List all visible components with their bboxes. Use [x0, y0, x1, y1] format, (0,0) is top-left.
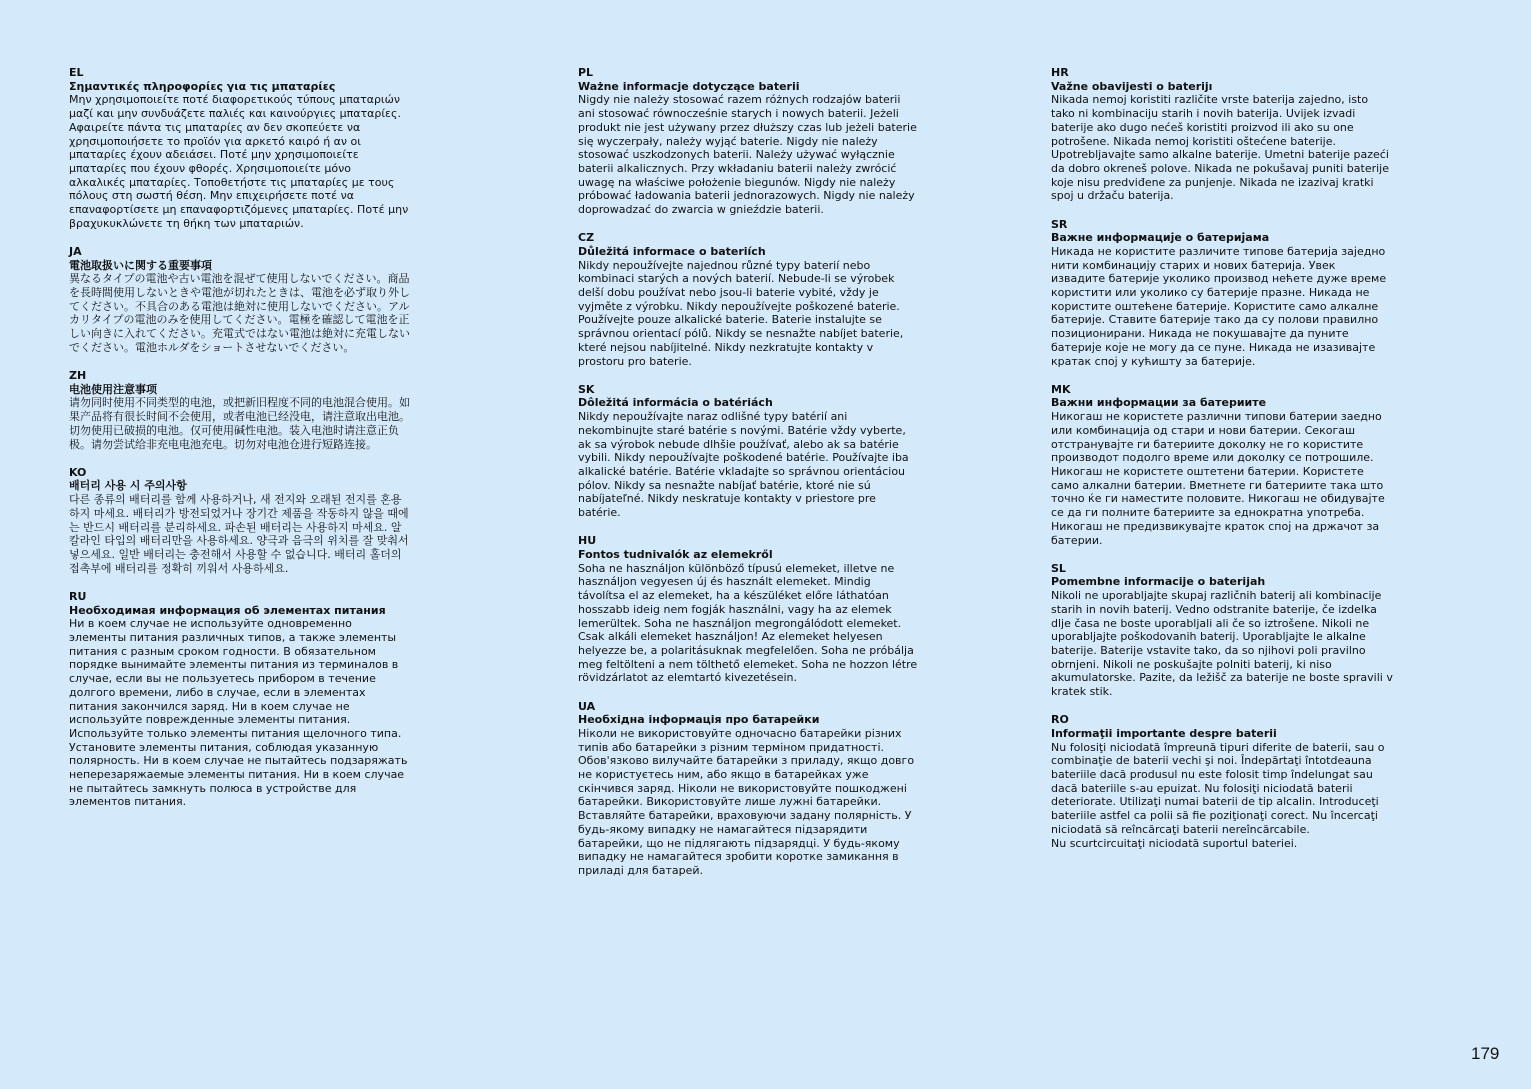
- section-ko: [69, 466, 411, 576]
- section-body: Ніколи не використовуйте одночасно батарейки різних типів або батарейки з різним терміном придатності. Обов'язково вилучайте батарейки з приладу, якщо довго не користуєтесь ним, або якщо в батарейках уже скінчився заряд. Ніколи не використовуйте пошкоджені батарейки. Використовуйте лише лужні батарейки. Вставляйте батарейки, враховуючи задану полярність. У будь-якому випадку не намагайтеся підзарядити батарейки, що не підлягають підзарядці. У будь-якому випадку не намагайтеся зробити коротке замикання в приладі для батарей.: [578, 726, 915, 877]
- section-body: 異なるタイプの電池や古い電池を混ぜて使用しないでください。商品を長時間使用しないときや電池が切れたときは、電池を必ず取り外してください。不具合のある電池は絶対に使用しないでください。アルカリタイプの電池のみを使用してください。電極を確認して電池を正しい向きに入れてください。充電式ではない電池は絶対に充電しないでください。電池ホルダをショートさせないでください。: [69, 272, 410, 354]
- language-code: JA: [69, 244, 82, 258]
- section-ja: [69, 245, 411, 355]
- language-code: HR: [1051, 66, 1069, 79]
- section-body: Никогаш не користете различни типови батерии заедно или комбинација од стари и нови батерии. Секогаш отстранувајте ги батериите доколку не го користите производот подолго време или доколку се потрошиле. Никогаш не користете оштетени батерии. Користете само алкални батерии. Вметнете ги батериите така што точно ќе ги наместите половите. Никогаш не обидувајте се да ги полните батериите за еднократна употреба. Никогаш не предизвикувајте краток спој на држачот за батерии.: [1051, 410, 1385, 547]
- section-heading: Fontos tudnivalók az elemekről: [578, 548, 773, 561]
- section-hu: [578, 534, 920, 685]
- section-mk: [1051, 383, 1393, 547]
- section-sk: [578, 383, 920, 520]
- section-body: Μην χρησιμοποιείτε ποτέ διαφορετικούς τύπους μπαταριών μαζί και μην συνδυάζετε παλιές και καινούργιες μπαταρίες. Αφαιρείτε πάντα τις μπαταρίες αν δεν σκοπεύετε να χρησιμοποιήσετε το προϊόν για αρκετό καιρό ή αν οι μπαταρίες έχουν αδειάσει. Ποτέ μην χρησιμοποιείτε μπαταρίες που έχουν φθορές. Χρησιμοποιείτε μόνο αλκαλικές μπαταρίες. Τοποθετήστε τις μπαταρίες με τους πόλους στη σωστή θέση. Μην επιχειρήσετε ποτέ να επαναφορτίσετε μη επαναφορτιζόμενες μπαταρίες. Ποτέ μην βραχυκυκλώνετε τη θήκη των μπαταριών.: [69, 93, 409, 230]
- section-heading: Važne obavijesti o baterijı: [1051, 79, 1213, 93]
- section-pl: [578, 66, 920, 217]
- language-code: PL: [578, 66, 594, 79]
- language-code: ZH: [69, 369, 87, 383]
- section-body: Ни в коем случае не используйте одновременно элементы питания различных типов, а также элементы питания с разным сроком годности. В обязательном порядке вынимайте элементы питания из терминалов в случае, если вы не пользуетесь прибором в течение долгого времени, либо в случае, если в элементах питания закончился заряд. Ни в коем случае не используйте поврежденные элементы питания. Используйте только элементы питания щелочного типа. Установите элементы питания, соблюдая указанную полярность. Ни в коем случае не пытайтесь подзаряжать неперезаряжаемые элементы питания. Ни в коем случае не пытайтесь замкнуть полюса в устройстве для элементов питания.: [69, 617, 408, 809]
- language-code: RO: [1051, 713, 1069, 727]
- language-code: EL: [69, 66, 84, 79]
- section-heading: Необхідна інформація про батарейки: [578, 713, 820, 727]
- language-code: RU: [69, 589, 87, 603]
- language-code: SR: [1051, 217, 1068, 231]
- section-body: Никада не користите различите типове батерија заједно нити комбинацију старих и нових батерија. Увек извадите батерије уколико производ нећете дуже време користити или уколико су батерије празне. Никада не користите оштећене батерије. Користите само алкалне батерије. Ставите батерије тако да су полови правилно позиционирани. Никада не покушавајте да пуните батерије које не могу да се пуне. Никада не изазивајте кратак спој у кућишту за батерије.: [1051, 244, 1387, 368]
- section-heading: Важни информации за батериите: [1051, 396, 1267, 410]
- section-el: [69, 66, 411, 230]
- section-heading: 电池使用注意事项: [69, 382, 157, 396]
- language-code: KO: [69, 465, 87, 479]
- section-heading: Důležitá informace o bateriích: [578, 244, 766, 258]
- section-body: 请勿同时使用不同类型的电池，或把新旧程度不同的电池混合使用。如果产品将有很长时间不会使用，或者电池已经没电，请注意取出电池。切勿使用已破损的电池。仅可使用碱性电池。装入电池时请注意正负极。请勿尝试给非充电电池充电。切勿对电池仓进行短路连接。: [69, 396, 410, 451]
- section-ua: [578, 700, 920, 878]
- language-code: SL: [1051, 561, 1066, 575]
- section-hr: [1051, 66, 1393, 203]
- section-heading: Dôležitá informácia o batériách: [578, 396, 773, 410]
- section-body: Nikada nemoj koristiti različite vrste baterija zajedno, isto tako ni kombinaciju starih i novih baterija. Uvijek izvadi baterije ako dugo nećeš koristiti proizvod ili ako su one potrošene. Nikada nemoj koristiti oštećene baterije. Upotrebljavajte samo alkalne baterije. Umetni baterije pazeći da dobro okreneš polove. Nikada ne pokušavaj puniti baterije koje nisu predviđene za punjenje. Nikada ne izazivaj kratki spoj u držaču baterija.: [1051, 93, 1390, 203]
- section-body: Nigdy nie należy stosować razem różnych rodzajów baterii ani stosować równocześnie starych i nowych baterii. Jeżeli produkt nie jest używany przez dłuższy czas lub jeżeli baterie się wyczerpały, należy wyjąć baterie. Nigdy nie należy stosować uszkodzonych baterii. Należy używać wyłącznie baterii alkalicznych. Przy wkładaniu baterii należy zwrócić uwagę na właściwe położenie biegunów. Nigdy nie należy próbować ładowania baterii jednorazowych. Nigdy nie należy doprowadzać do zwarcia w gnieździe baterii.: [578, 93, 917, 217]
- section-body: Nikdy nepoužívejte najednou různé typy baterií nebo kombinaci starých a nových baterií. Nebude-li se výrobek delší dobu používat nebo jsou-li baterie vybité, vždy je vyjměte z výrobku. Nikdy nepoužívejte poškozené baterie. Používejte pouze alkalické baterie. Baterie instalujte se správnou orientací pólů. Nikdy se nesnažte nabíjet baterie, které nejsou nabíjitelné. Nikdy nezkratujte kontakty v prostoru pro baterie.: [578, 258, 904, 368]
- section-heading: 電池取扱いに関する重要事項: [69, 258, 212, 272]
- section-body: Nu folosiţi niciodată împreună tipuri diferite de baterii, sau o combinaţie de baterii vechi şi noi. Îndepărtaţi întotdeauna bateriile dacă produsul nu este folosit timp îndelungat sau dacă bateriile s-au epuizat. Nu folosiţi niciodată baterii deteriorate. Utilizaţi numai baterii de tip alcalin. Introduceţi bateriile astfel ca polii să fie poziţionaţi corect. Nu încercaţi niciodată să reîncărcaţi baterii nereîncărcabile. Nu scurtcircuitaţi niciodată suportul bateriei.: [1051, 740, 1385, 850]
- section-heading: Ważne informacje dotyczące baterii: [578, 79, 800, 93]
- column-left: [69, 66, 411, 824]
- language-code: CZ: [578, 231, 595, 245]
- page-number: 179: [1471, 1044, 1500, 1063]
- section-sl: [1051, 562, 1393, 699]
- language-code: UA: [578, 699, 596, 713]
- section-heading: Pomembne informacije o baterijah: [1051, 575, 1266, 589]
- section-zh: [69, 369, 411, 451]
- section-heading: 배터리 사용 시 주의사항: [69, 479, 187, 493]
- section-heading: Informaţii importante despre baterii: [1051, 726, 1277, 740]
- section-heading: Необходимая информация об элементах питания: [69, 603, 386, 617]
- section-ru: [69, 590, 411, 809]
- language-code: SK: [578, 382, 595, 396]
- section-body: Nikdy nepoužívajte naraz odlišné typy batérií ani nekombinujte staré batérie s novými. Batérie vždy vyberte, ak sa výrobok nebude dlhšie používať, alebo ak sa batérie vybili. Nikdy nepoužívajte poškodené batérie. Používajte iba alkalické batérie. Batérie vkladajte so správnou orientáciou pólov. Nikdy sa nesnažte nabíjať batérie, ktoré nie sú nabíjateľné. Nikdy neskratuje kontakty v priestore pre batérie.: [578, 410, 909, 520]
- section-heading: Σημαντικές πληροφορίες για τις μπαταρίες: [69, 79, 336, 93]
- section-body: Nikoli ne uporabljajte skupaj različnih baterij ali kombinacije starih in novih baterij. Vedno odstranite baterije, če izdelka dlje časa ne boste uporabljali ali če so iztrošene. Nikoli ne uporabljajte poškodovanih baterij. Uporabljajte le alkalne baterije. Baterije vstavite tako, da so njihovi poli pravilno obrnjeni. Nikoli ne poskušajte polniti baterij, ki niso akumulatorske. Pazite, da ležišč za baterije ne boste spravili v kratek stik.: [1051, 589, 1393, 699]
- language-code: HU: [578, 534, 597, 548]
- language-code: MK: [1051, 382, 1071, 396]
- section-ro: [1051, 713, 1393, 850]
- section-cz: [578, 231, 920, 368]
- section-body: 다른 종류의 배터리를 함께 사용하거나, 새 전지와 오래된 전지를 혼용하지 마세요. 배터리가 방전되었거나 장기간 제품을 작동하지 않을 때에는 반드시 배터리를 분리하세요. 파손된 배터리는 사용하지 마세요. 알칼라인 타입의 배터리만을 사용하세요. 양극과 음극의 위치를 잘 맞춰서 넣으세요. 일반 배터리는 충전해서 사용할 수 없습니다. 배터리 홀더의 접촉부에 배터리를 정확히 끼워서 사용하세요.: [69, 493, 409, 575]
- column-middle: [578, 66, 920, 892]
- section-body: Soha ne használjon különböző típusú elemeket, illetve ne használjon vegyesen új és használt elemeket. Mindig távolítsa el az elemeket, ha a készüléket előre láthatóan hosszabb ideig nem fogják használni, vagy ha az elemek lemerültek. Soha ne használjon megrongálódott elemeket. Csak alkáli elemeket használjon! Az elemeket helyesen helyezze be, a polaritásuknak megfelelően. Soha ne próbálja meg feltölteni a nem tölthető elemeket. Soha ne hozzon létre rövidzárlatot az elemtartó kivezetésein.: [578, 561, 918, 685]
- section-sr: [1051, 218, 1393, 369]
- column-right: [1051, 66, 1393, 865]
- section-heading: Важне информације о батеријама: [1051, 231, 1270, 245]
